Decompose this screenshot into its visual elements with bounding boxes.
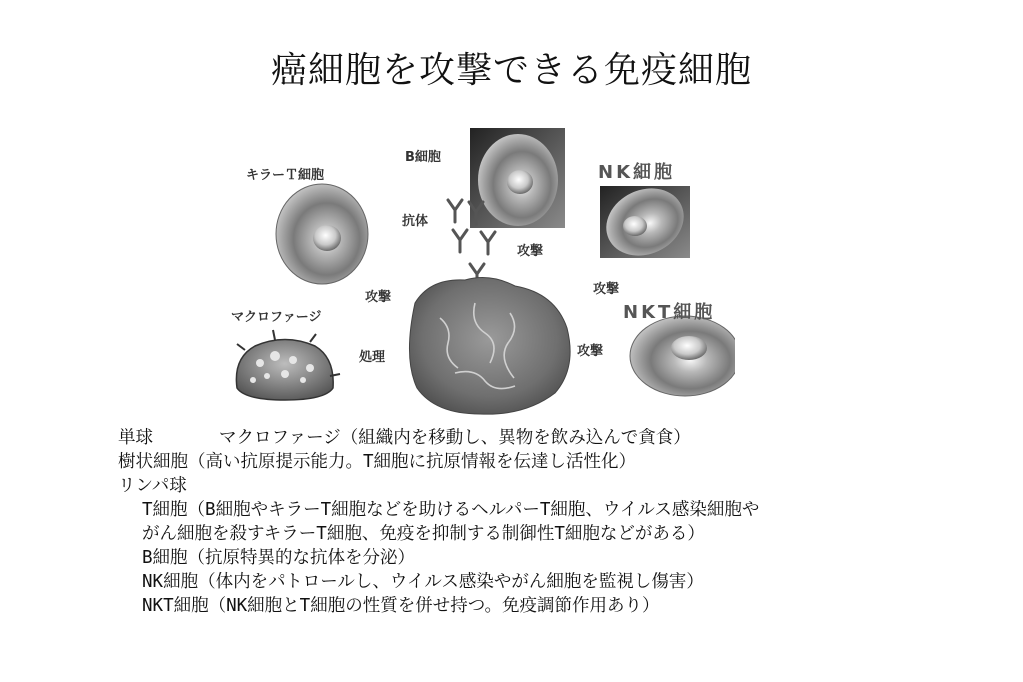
monocyte-text: マクロファージ（組織内を移動し、異物を飲み込んで貪食）: [219, 428, 691, 448]
lymphocyte-row: リンパ球: [118, 476, 187, 496]
nkt-cell-label: NKT細胞: [623, 302, 716, 323]
nk-cell-row: NK細胞（体内をパトロールし、ウイルス感染やがん細胞を監視し傷害）: [142, 572, 704, 592]
monocyte-term: 単球: [118, 428, 153, 448]
killer-t-cell: [276, 184, 368, 284]
t-cell-row-2: がん細胞を殺すキラーT細胞、免疫を抑制する制御性T細胞などがある）: [142, 524, 705, 544]
nk-cell-label: NK細胞: [598, 162, 676, 183]
attack-label-nkt: 攻撃: [577, 344, 604, 359]
antibody-label: 抗体: [402, 214, 429, 229]
cell-description-list: [118, 426, 998, 618]
slide-title: 癌細胞を攻撃できる免疫細胞: [270, 50, 752, 91]
attack-label-killer-t: 攻撃: [365, 290, 392, 305]
b-cell: [470, 128, 565, 228]
b-cell-label: B細胞: [405, 150, 441, 165]
dendritic-row: 樹状細胞（高い抗原提示能力。T細胞に抗原情報を伝達し活性化）: [118, 452, 637, 472]
attack-label-nk: 攻撃: [593, 282, 620, 297]
nk-cell: [595, 176, 695, 268]
t-cell-row-1: T細胞（B細胞やキラーT細胞などを助けるヘルパーT細胞、ウイルス感染細胞や: [142, 500, 760, 520]
attack-label-b-cell: 攻撃: [517, 244, 544, 259]
macrophage-label: マクロファージ: [231, 310, 322, 325]
nkt-cell: [630, 316, 735, 396]
killer-t-cell-label: キラーＴ細胞: [246, 168, 325, 183]
cancer-cell: [409, 278, 570, 415]
immune-cell-figure: [215, 118, 735, 418]
process-label: 処理: [359, 350, 386, 365]
nkt-cell-row: NKT細胞（NK細胞とT細胞の性質を併せ持つ。免疫調節作用あり）: [142, 596, 660, 616]
macrophage: [236, 330, 340, 400]
b-cell-row: B細胞（抗原特異的な抗体を分泌）: [142, 548, 416, 568]
monocyte-row: [118, 426, 998, 450]
